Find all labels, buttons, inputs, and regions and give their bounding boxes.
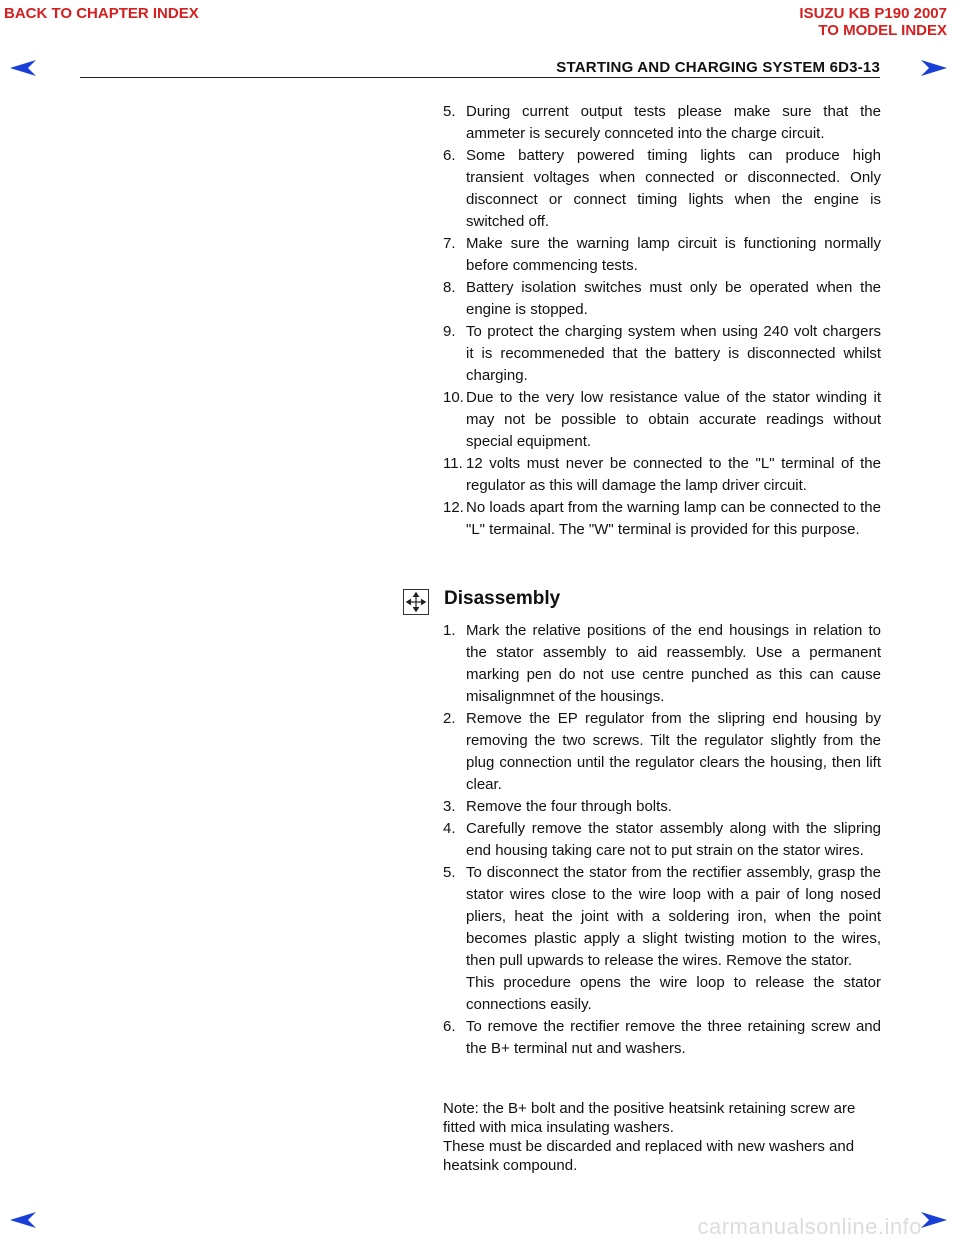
prev-page-arrow-bottom-icon[interactable] bbox=[10, 1212, 36, 1228]
disassembly-icon bbox=[403, 589, 429, 615]
item-number: 6. bbox=[443, 147, 456, 164]
precautions-list bbox=[443, 101, 881, 541]
list-item bbox=[443, 862, 881, 1016]
model-title: ISUZU KB P190 2007 bbox=[799, 5, 947, 22]
item-text: Battery isolation switches must only be operated when the engine is stopped. bbox=[466, 279, 881, 318]
item-number: 10. bbox=[443, 389, 464, 406]
list-item bbox=[443, 796, 881, 818]
item-text: Mark the relative positions of the end housings in relation to the stator assembly to aid reassembly. Use a permanent marking pen do not use centre punched as this can cause misalignmnet of the housings. bbox=[466, 622, 881, 705]
list-item bbox=[443, 620, 881, 708]
item-text: Remove the four through bolts. bbox=[466, 798, 672, 815]
header-divider bbox=[80, 77, 880, 78]
item-number: 12. bbox=[443, 499, 464, 516]
item-number: 4. bbox=[443, 820, 456, 837]
item-text: To disconnect the stator from the rectifier assembly, grasp the stator wires close to the wire loop with a pair of long nosed pliers, heat the joint with a soldering iron, when the point becomes plastic apply a slight twisting motion to the wires, then pull upwards to release the wires. Remove the stator. bbox=[466, 864, 881, 969]
item-number: 5. bbox=[443, 103, 456, 120]
model-nav bbox=[799, 5, 947, 39]
list-item bbox=[443, 497, 881, 541]
list-item bbox=[443, 277, 881, 321]
item-number: 11. bbox=[443, 455, 463, 472]
item-text: Make sure the warning lamp circuit is functioning normally before commencing tests. bbox=[466, 235, 881, 274]
item-number: 9. bbox=[443, 323, 456, 340]
back-to-chapter-index-link[interactable]: BACK TO CHAPTER INDEX bbox=[4, 5, 199, 22]
item-text: To protect the charging system when using 240 volt chargers it is recommeneded that the battery is disconnected whilst charging. bbox=[466, 323, 881, 384]
item-text: Due to the very low resistance value of the stator winding it may not be possible to obtain accurate readings without special equipment. bbox=[466, 389, 881, 450]
prev-page-arrow-icon[interactable] bbox=[10, 60, 36, 76]
page-header-title: STARTING AND CHARGING SYSTEM 6D3-13 bbox=[556, 59, 880, 76]
list-item bbox=[443, 321, 881, 387]
section-title-disassembly: Disassembly bbox=[444, 588, 561, 609]
watermark-text: carmanualsonline.info bbox=[697, 1214, 922, 1239]
next-page-arrow-icon[interactable] bbox=[921, 60, 947, 76]
list-item bbox=[443, 1016, 881, 1060]
list-item bbox=[443, 233, 881, 277]
item-number: 7. bbox=[443, 235, 456, 252]
next-page-arrow-bottom-icon[interactable] bbox=[921, 1212, 947, 1228]
list-item bbox=[443, 453, 881, 497]
item-text: During current output tests please make sure that the ammeter is securely connceted into the charge circuit. bbox=[466, 103, 881, 142]
item-number: 3. bbox=[443, 798, 456, 815]
list-item bbox=[443, 387, 881, 453]
item-text: Remove the EP regulator from the slipring end housing by removing the two screws. Tilt the regulator slightly from the plug connection until the regulator clears the housing, then lift clear. bbox=[466, 710, 881, 793]
item-number: 8. bbox=[443, 279, 456, 296]
item-text: Carefully remove the stator assembly along with the slipring end housing taking care not to put strain on the stator wires. bbox=[466, 820, 881, 859]
item-text: To remove the rectifier remove the three retaining screw and the B+ terminal nut and washers. bbox=[466, 1018, 881, 1057]
note-line: Note: the B+ bolt and the positive heatsink retaining screw are fitted with mica insulating washers. bbox=[443, 1100, 856, 1136]
list-item bbox=[443, 145, 881, 233]
item-text: No loads apart from the warning lamp can be connected to the "L" termainal. The "W" terminal is provided for this purpose. bbox=[466, 499, 881, 538]
item-number: 2. bbox=[443, 710, 456, 727]
item-number: 5. bbox=[443, 864, 456, 881]
item-number: 6. bbox=[443, 1018, 456, 1035]
disassembly-steps-list bbox=[443, 620, 881, 1060]
item-text: 12 volts must never be connected to the "L" terminal of the regulator as this will damage the lamp driver circuit. bbox=[466, 455, 881, 494]
item-continuation-text: This procedure opens the wire loop to release the stator connections easily. bbox=[466, 974, 881, 1013]
note-block bbox=[443, 1099, 883, 1175]
item-text: Some battery powered timing lights can produce high transient voltages when connected or disconnected. Only disconnect or connect timing lights when the engine is switched off. bbox=[466, 147, 881, 230]
list-item bbox=[443, 708, 881, 796]
note-line: These must be discarded and replaced with new washers and heatsink compound. bbox=[443, 1138, 855, 1174]
item-number: 1. bbox=[443, 622, 456, 639]
to-model-index-link[interactable]: TO MODEL INDEX bbox=[818, 22, 947, 39]
list-item bbox=[443, 818, 881, 862]
list-item bbox=[443, 101, 881, 145]
